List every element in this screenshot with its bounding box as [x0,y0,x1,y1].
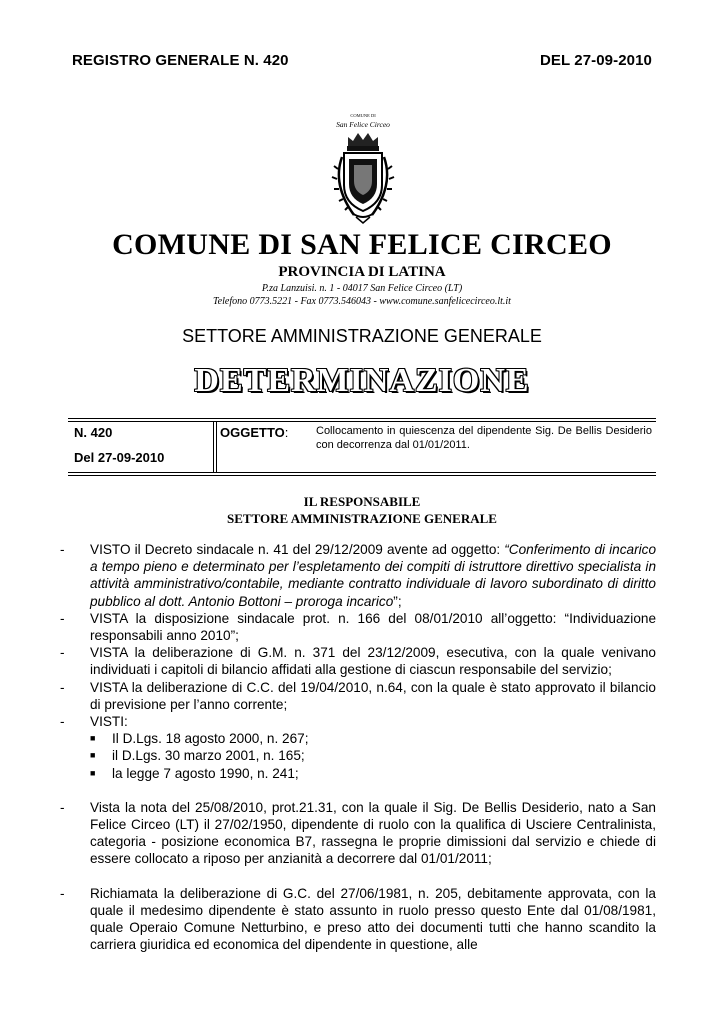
list-item-text: il D.Lgs. 30 marzo 2001, n. 165; [112,748,305,764]
subject-label [220,425,288,440]
paragraph-vista-nota [60,799,656,868]
paragraph-richiamata [60,885,656,954]
municipality-address: P.za Lanzuisi. n. 1 - 04017 San Felice Circeo (LT) [261,283,463,294]
municipality-contacts: Telefono 0773.5221 - Fax 0773.546043 - www.comune.sanfelicecirceo.lt.it [213,296,511,307]
decree-subject-quote: “Conferimento di incarico a tempo pieno e determinato per l’espletamento dei compiti di istruttore direttivo specialista in attività amministrativo/contabile, mediante contratto individuale di lavoro subordinato di diritto pubblico al dott. Antonio Bottoni – proroga incarico [90,542,657,609]
municipality-name: COMUNE DI SAN FELICE CIRCEO [112,228,612,261]
document-body [60,541,656,953]
box-bottom-rule [68,475,656,476]
bullet-icon: ■ [90,767,96,778]
list-item [90,730,656,747]
list-item-text: Il D.Lgs. 18 agosto 2000, n. 267; [112,731,309,747]
municipal-crest-logo [324,107,402,227]
sector-title: SETTORE AMMINISTRAZIONE GENERALE [182,326,542,346]
determination-number: N. 420 [74,425,113,440]
bullet-icon: ■ [90,750,96,761]
paragraph-dash: - [60,885,65,901]
crest-script-text: San Felice Circeo [336,120,390,129]
registry-header [72,52,652,69]
paragraph-text: VISTA la disposizione sindacale prot. n. 166 del 08/01/2010 all’oggetto: “Individuazione responsabili anno 2010”; [90,610,656,644]
paragraph-text: Richiamata la deliberazione di G.C. del 27/06/1981, n. 205, debitamente approvata, con la quale il medesimo dipendente è stato assunto in ruolo presso questo Ente dal 01/08/1981, quale Operaio Comune Netturbino, e preso atto dei documenti tutti che hanno scandito la carriera giuridica ed economica del dipendente in questione, alle [90,885,656,953]
paragraph-dash: - [60,679,65,695]
paragraph-vista-deliberazione-cc [60,679,656,713]
box-bottom-rule-inner [68,472,656,473]
paragraph-dash: - [60,799,65,815]
paragraph-text: VISTA la deliberazione di C.C. del 19/04/2010, n.64, con la quale è stato approvato il bilancio di previsione per l’anno corrente; [90,679,656,712]
responsible-line-2: SETTORE AMMINISTRAZIONE GENERALE [227,511,497,526]
paragraph-dash: - [60,610,65,626]
paragraph-dash: - [60,645,65,661]
paragraph-text-end: ”; [393,593,402,609]
province-name: PROVINCIA DI LATINA [278,264,446,280]
crest-top-text: COMUNE DI [350,113,376,118]
subject-label-text: OGGETTO [220,425,285,440]
paragraph-visto-decreto [60,541,656,610]
document-type-title: DETERMINAZIONE [194,362,530,399]
list-item [90,747,656,764]
registry-number: REGISTRO GENERALE N. 420 [72,52,289,69]
paragraph-text: VISTO il Decreto sindacale n. 41 del 29/12/2009 avente ad oggetto: [90,542,505,557]
box-divider-inner [216,421,217,472]
paragraph-text: VISTA la deliberazione di G.M. n. 371 del 23/12/2009, esecutiva, con la quale venivano individuati i capitoli di bilancio affidati alla gestione di ciascun responsabile del servizio; [90,645,656,678]
box-top-rule [68,418,656,419]
paragraph-visti [60,713,656,782]
box-divider [213,421,214,472]
responsible-line-1: IL RESPONSABILE [303,494,421,509]
list-item-text: la legge 7 agosto 1990, n. 241; [112,765,299,781]
paragraph-dash: - [60,714,65,730]
paragraph-dash: - [60,542,65,557]
paragraph-text: Vista la nota del 25/08/2010, prot.21.31, con la quale il Sig. De Bellis Desiderio, nato a San Felice Circeo (LT) il 27/02/1950, dipendente di ruolo con la qualifica di Usciere Centralinista, categoria - posizione economica B7, rassegna le proprie dimissioni dal servizio e chiede di essere collocato a riposo per anzianità a decorrere dal 01/01/2011; [90,799,656,867]
bullet-icon: ■ [90,733,96,744]
subject-label-colon: : [284,425,289,440]
subject-text: Collocamento in quiescenza del dipendente Sig. De Bellis Desiderio con decorrenza dal 01/01/2011. [316,425,652,451]
box-top-rule-inner [68,421,656,422]
determination-date: Del 27-09-2010 [74,450,165,465]
list-item [90,765,656,782]
registry-date: DEL 27-09-2010 [539,52,652,69]
paragraph-vista-deliberazione-gm [60,644,656,678]
paragraph-text: VISTI: [90,714,128,730]
responsible-heading [0,493,724,527]
paragraph-vista-disposizione [60,610,656,644]
